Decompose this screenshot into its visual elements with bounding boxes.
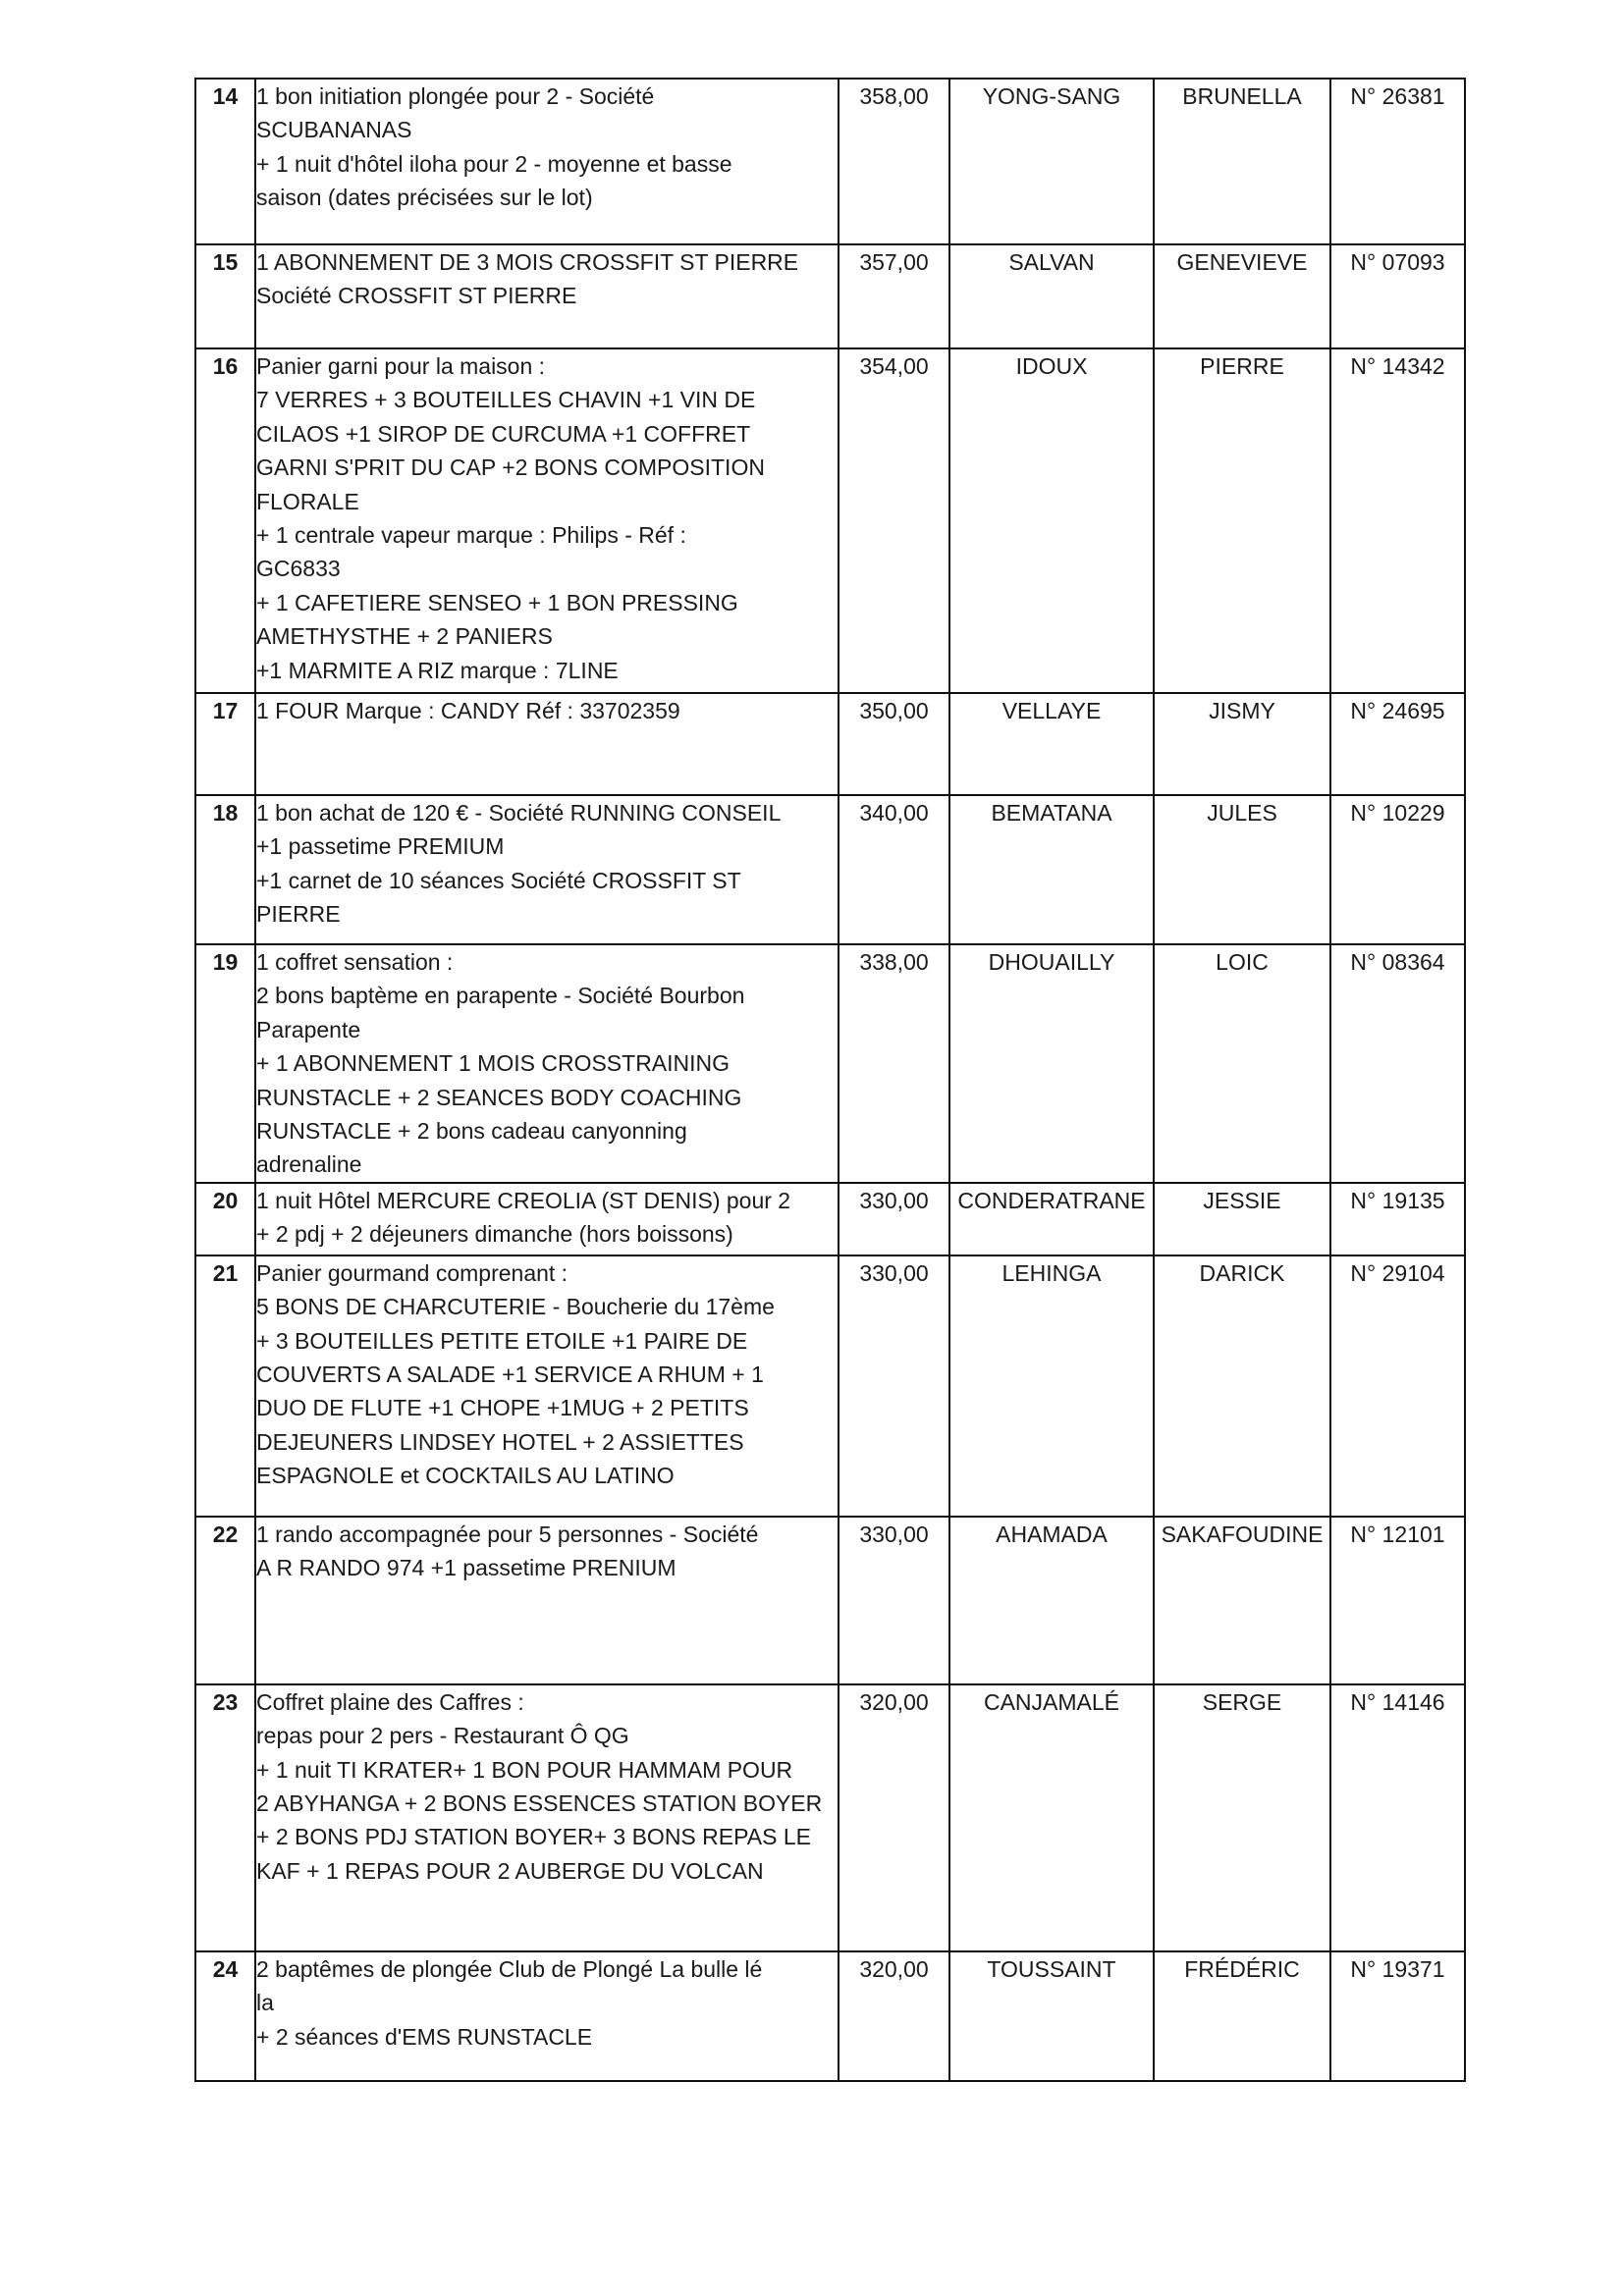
winner-first-name: FRÉDÉRIC bbox=[1154, 1951, 1330, 2081]
lot-number: 17 bbox=[195, 693, 255, 795]
winner-first-name: DARICK bbox=[1154, 1255, 1330, 1517]
lot-number: 18 bbox=[195, 795, 255, 944]
winner-last-name: AHAMADA bbox=[949, 1517, 1154, 1684]
ticket-number: N° 08364 bbox=[1330, 944, 1465, 1183]
lot-description-line: 1 FOUR Marque : CANDY Réf : 33702359 bbox=[256, 698, 680, 723]
lot-description-line: KAF + 1 REPAS POUR 2 AUBERGE DU VOLCAN bbox=[256, 1857, 764, 1884]
lot-description-line: 2 baptêmes de plongée Club de Plongé La bulle lé bbox=[256, 1955, 763, 1982]
lot-description-line: 1 coffret sensation : bbox=[256, 949, 454, 975]
table-row bbox=[195, 348, 1465, 693]
winner-first-name: GENEVIEVE bbox=[1154, 244, 1330, 348]
lot-value: 354,00 bbox=[839, 348, 949, 693]
lot-description bbox=[255, 693, 839, 795]
lot-description-line: 1 bon achat de 120 € - Société RUNNING CONSEIL bbox=[256, 800, 782, 826]
winner-first-name: SAKAFOUDINE bbox=[1154, 1517, 1330, 1684]
lot-description-line: SCUBANANAS bbox=[256, 117, 412, 143]
lot-description-line: + 1 ABONNEMENT 1 MOIS CROSSTRAINING bbox=[256, 1050, 731, 1077]
lot-description-line: PIERRE bbox=[256, 901, 341, 928]
table-row bbox=[195, 1517, 1465, 1684]
lot-number: 21 bbox=[195, 1255, 255, 1517]
lot-description-line: +1 MARMITE A RIZ marque : 7LINE bbox=[256, 657, 619, 683]
lot-value: 350,00 bbox=[839, 693, 949, 795]
lot-description bbox=[255, 1684, 839, 1951]
lot-number: 20 bbox=[195, 1183, 255, 1255]
lot-description-line: Panier garni pour la maison : bbox=[256, 353, 546, 379]
ticket-number: N° 19371 bbox=[1330, 1951, 1465, 2081]
winner-first-name: BRUNELLA bbox=[1154, 79, 1330, 244]
winner-first-name: JULES bbox=[1154, 795, 1330, 944]
prize-table-body bbox=[195, 79, 1465, 2081]
lot-description-line: + 3 BOUTEILLES PETITE ETOILE +1 PAIRE DE bbox=[256, 1327, 748, 1354]
lot-description-line: GARNI S'PRIT DU CAP +2 BONS COMPOSITION bbox=[256, 454, 765, 481]
lot-number: 19 bbox=[195, 944, 255, 1183]
lot-description-line: FLORALE bbox=[256, 488, 359, 514]
lot-value: 320,00 bbox=[839, 1951, 949, 2081]
lot-value: 358,00 bbox=[839, 79, 949, 244]
lot-description bbox=[255, 1255, 839, 1517]
ticket-number: N° 14342 bbox=[1330, 348, 1465, 693]
lot-description-line: RUNSTACLE + 2 bons cadeau canyonning bbox=[256, 1118, 687, 1145]
lot-description bbox=[255, 944, 839, 1183]
lot-description-line: Parapente bbox=[256, 1016, 361, 1042]
winner-last-name: DHOUAILLY bbox=[949, 944, 1154, 1183]
ticket-number: N° 10229 bbox=[1330, 795, 1465, 944]
table-row bbox=[195, 944, 1465, 1183]
lot-description-line: + 1 centrale vapeur marque : Philips - Réf : bbox=[256, 522, 686, 549]
lot-description-line: Société CROSSFIT ST PIERRE bbox=[256, 283, 577, 309]
ticket-number: N° 07093 bbox=[1330, 244, 1465, 348]
winner-last-name: SALVAN bbox=[949, 244, 1154, 348]
table-row bbox=[195, 795, 1465, 944]
table-row bbox=[195, 1183, 1465, 1255]
ticket-number: N° 26381 bbox=[1330, 79, 1465, 244]
lot-description-line: ESPAGNOLE et COCKTAILS AU LATINO bbox=[256, 1463, 675, 1489]
lot-description-line: saison (dates précisées sur le lot) bbox=[256, 185, 593, 211]
lot-number: 16 bbox=[195, 348, 255, 693]
lot-description-line: DUO DE FLUTE +1 CHOPE +1MUG + 2 PETITS bbox=[256, 1395, 749, 1421]
lot-description-line: CILAOS +1 SIROP DE CURCUMA +1 COFFRET bbox=[256, 420, 751, 447]
lot-number: 23 bbox=[195, 1684, 255, 1951]
winner-last-name: BEMATANA bbox=[949, 795, 1154, 944]
lot-description-line: 1 bon initiation plongée pour 2 - Société bbox=[256, 83, 655, 109]
winner-first-name: PIERRE bbox=[1154, 348, 1330, 693]
lot-description-line: RUNSTACLE + 2 SEANCES BODY COACHING bbox=[256, 1084, 742, 1110]
lot-description bbox=[255, 795, 839, 944]
lot-description bbox=[255, 1951, 839, 2081]
winner-last-name: CANJAMALÉ bbox=[949, 1684, 1154, 1951]
lot-description-line: AMETHYSTHE + 2 PANIERS bbox=[256, 623, 553, 650]
winner-first-name: JISMY bbox=[1154, 693, 1330, 795]
winner-last-name: CONDERATRANE bbox=[949, 1183, 1154, 1255]
lot-value: 340,00 bbox=[839, 795, 949, 944]
table-row bbox=[195, 1951, 1465, 2081]
lot-description bbox=[255, 1183, 839, 1255]
table-row bbox=[195, 1684, 1465, 1951]
ticket-number: N° 14146 bbox=[1330, 1684, 1465, 1951]
lot-description bbox=[255, 1517, 839, 1684]
ticket-number: N° 12101 bbox=[1330, 1517, 1465, 1684]
lot-description-line: Coffret plaine des Caffres : bbox=[256, 1688, 524, 1715]
winner-last-name: LEHINGA bbox=[949, 1255, 1154, 1517]
ticket-number: N° 19135 bbox=[1330, 1183, 1465, 1255]
lot-description-line: adrenaline bbox=[256, 1151, 362, 1178]
lot-description-line: GC6833 bbox=[256, 556, 341, 582]
lot-description-line: 2 ABYHANGA + 2 BONS ESSENCES STATION BOYER bbox=[256, 1790, 823, 1817]
lot-description-line: 7 VERRES + 3 BOUTEILLES CHAVIN +1 VIN DE bbox=[256, 387, 756, 413]
lot-value: 357,00 bbox=[839, 244, 949, 348]
lot-description-line: + 2 BONS PDJ STATION BOYER+ 3 BONS REPAS LE bbox=[256, 1824, 811, 1850]
lot-number: 22 bbox=[195, 1517, 255, 1684]
table-row bbox=[195, 79, 1465, 244]
winner-first-name: SERGE bbox=[1154, 1684, 1330, 1951]
lot-description bbox=[255, 244, 839, 348]
lot-value: 320,00 bbox=[839, 1684, 949, 1951]
prize-table bbox=[194, 78, 1466, 2082]
table-row bbox=[195, 244, 1465, 348]
lot-description-line: 1 nuit Hôtel MERCURE CREOLIA (ST DENIS) pour 2 bbox=[256, 1187, 791, 1213]
lot-description-line: + 2 séances d'EMS RUNSTACLE bbox=[256, 2023, 593, 2050]
lot-value: 330,00 bbox=[839, 1255, 949, 1517]
lot-number: 14 bbox=[195, 79, 255, 244]
lot-description-line: + 1 nuit d'hôtel iloha pour 2 - moyenne et basse bbox=[256, 150, 732, 177]
winner-first-name: LOIC bbox=[1154, 944, 1330, 1183]
lot-description-line: A R RANDO 974 +1 passetime PRENIUM bbox=[256, 1555, 677, 1581]
ticket-number: N° 24695 bbox=[1330, 693, 1465, 795]
lot-description bbox=[255, 79, 839, 244]
lot-description-line: + 2 pdj + 2 déjeuners dimanche (hors boissons) bbox=[256, 1221, 733, 1248]
lot-number: 24 bbox=[195, 1951, 255, 2081]
lot-description-line: +1 passetime PREMIUM bbox=[256, 833, 505, 860]
lot-description-line: 5 BONS DE CHARCUTERIE - Boucherie du 17ème bbox=[256, 1294, 775, 1320]
winner-last-name: IDOUX bbox=[949, 348, 1154, 693]
lot-number: 15 bbox=[195, 244, 255, 348]
lot-description-line: + 1 CAFETIERE SENSEO + 1 BON PRESSING bbox=[256, 589, 738, 615]
lot-description-line: repas pour 2 pers - Restaurant Ô QG bbox=[256, 1723, 629, 1749]
table-row bbox=[195, 1255, 1465, 1517]
winner-first-name: JESSIE bbox=[1154, 1183, 1330, 1255]
lot-description-line: DEJEUNERS LINDSEY HOTEL + 2 ASSIETTES bbox=[256, 1428, 744, 1455]
lot-description-line: la bbox=[256, 1990, 274, 2016]
table-row bbox=[195, 693, 1465, 795]
lot-description-line: Panier gourmand comprenant : bbox=[256, 1259, 568, 1286]
winner-last-name: TOUSSAINT bbox=[949, 1951, 1154, 2081]
lot-description-line: COUVERTS A SALADE +1 SERVICE A RHUM + 1 bbox=[256, 1362, 764, 1388]
winner-last-name: YONG-SANG bbox=[949, 79, 1154, 244]
lot-description-line: 2 bons baptème en parapente - Société Bourbon bbox=[256, 983, 745, 1009]
winner-last-name: VELLAYE bbox=[949, 693, 1154, 795]
lot-value: 338,00 bbox=[839, 944, 949, 1183]
lot-value: 330,00 bbox=[839, 1183, 949, 1255]
lot-description bbox=[255, 348, 839, 693]
lot-value: 330,00 bbox=[839, 1517, 949, 1684]
lot-description-line: 1 ABONNEMENT DE 3 MOIS CROSSFIT ST PIERRE bbox=[256, 249, 799, 275]
lot-description-line: +1 carnet de 10 séances Société CROSSFIT ST bbox=[256, 867, 741, 893]
lot-description-line: 1 rando accompagnée pour 5 personnes - Société bbox=[256, 1521, 759, 1547]
ticket-number: N° 29104 bbox=[1330, 1255, 1465, 1517]
lot-description-line: + 1 nuit TI KRATER+ 1 BON POUR HAMMAM POUR bbox=[256, 1756, 793, 1783]
